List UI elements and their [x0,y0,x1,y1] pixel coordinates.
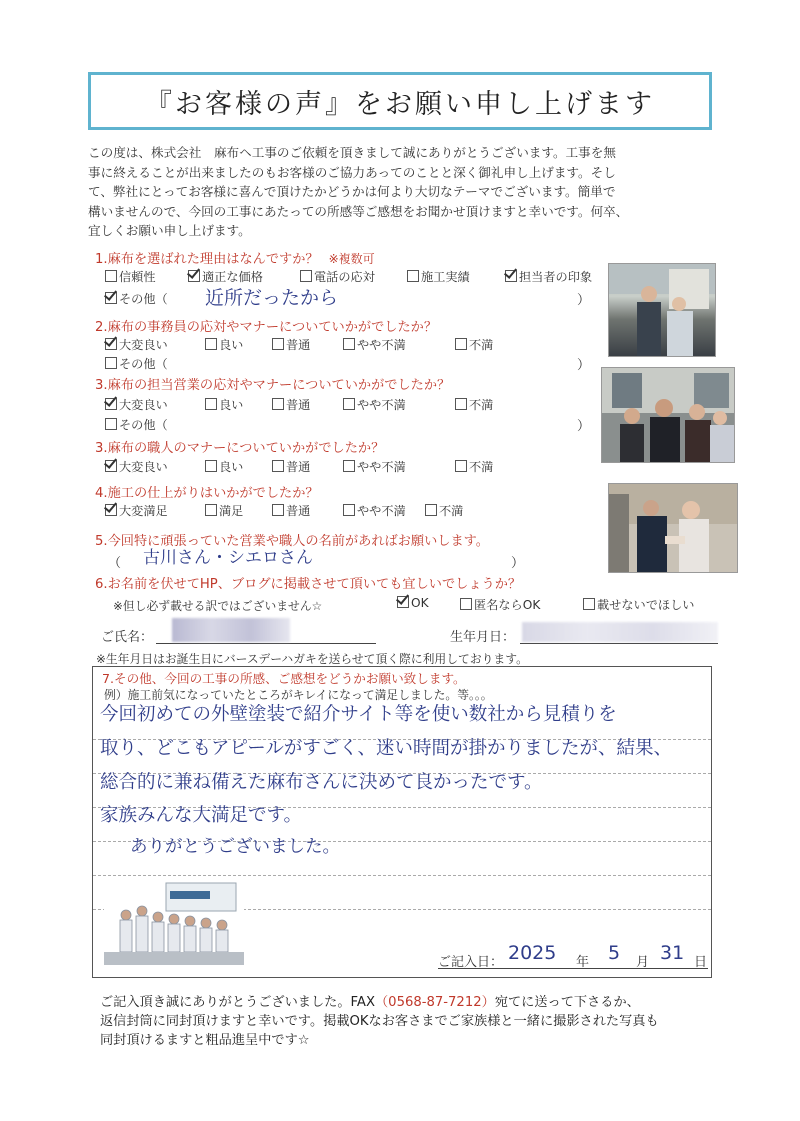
name-label: ご氏名： [101,630,154,645]
checkbox-icon[interactable] [343,398,355,410]
checkbox-checked-icon[interactable] [105,504,117,516]
q4-option[interactable]: 満足 [205,502,243,519]
birth-note: ※生年月日はお誕生日にバースデーハガキを送らせて頂く際に利用しております。 [96,652,528,666]
date-day-unit: 日 [694,955,708,970]
checkbox-icon[interactable] [205,504,217,516]
q3b-option[interactable]: 良い [205,458,243,475]
intro-line: 宜しくお願い申し上げます。 [88,223,251,238]
customer-photo-1 [608,263,716,357]
q4-option[interactable]: 不満 [425,502,463,519]
comment-line: 家族みんな大満足です。 [100,805,303,826]
checkbox-icon[interactable] [272,460,284,472]
q3-other-close: ） [577,419,591,434]
footer-line1-a: ご記入頂き誠にありがとうございました。FAX [100,995,375,1010]
checkbox-icon[interactable] [272,504,284,516]
q3-option[interactable]: 不満 [455,396,493,413]
checkbox-icon[interactable] [105,270,117,282]
comment-line: 取り、どこもアピールがすごく、迷い時間が掛かりましたが、結果、 [100,738,673,759]
q4-option[interactable]: 普通 [272,502,310,519]
date-day[interactable]: 31 [660,942,685,964]
q3b-option[interactable]: 不満 [455,458,493,475]
q3-option[interactable]: 良い [205,396,243,413]
name-field-line [156,643,376,644]
question-2: 2.麻布の事務員の応対やマナーについていかがでしたか？ [95,320,438,335]
title-box [88,72,712,130]
date-month[interactable]: 5 [608,942,621,964]
q2-other-close: ） [577,358,591,373]
q7-example: 例）施工前気になっていたところがキレイになって満足しました。等。。。 [104,688,493,702]
checkbox-icon[interactable] [455,460,467,472]
q5-close: ） [511,556,525,571]
checkbox-icon[interactable] [205,338,217,350]
q2-option[interactable]: 普通 [272,336,310,353]
q3b-option[interactable]: 大変良い [105,458,168,475]
checkbox-icon[interactable] [455,398,467,410]
customer-photo-3-image [609,484,737,572]
footer-line1-b: 宛てに送って下さるか、 [494,995,640,1010]
intro-text [88,143,718,241]
comment-line: 今回初めての外壁塗装で紹介サイト等を使い数社から見積りを [100,704,617,725]
customer-photo-1-image [609,264,715,356]
q3b-option[interactable]: 普通 [272,458,310,475]
birth-label: 生年月日： [450,630,516,645]
checkbox-checked-icon[interactable] [397,596,409,608]
question-3: 3.麻布の担当営業の応対やマナーについていかがでしたか？ [95,378,451,393]
checkbox-icon[interactable] [407,270,419,282]
q2-option[interactable]: 良い [205,336,243,353]
intro-line: て、弊社にとってお客様に喜んで頂けたかどうかは何より大切なテーマでございます。簡単で [88,184,616,199]
checkbox-icon[interactable] [105,418,117,430]
q5-staff-names[interactable]: 古川さん・シエロさん [143,548,313,568]
footer-text [100,993,780,1050]
checkbox-checked-icon[interactable] [105,460,117,472]
intro-line: 事に終えることが出来ましたのもお客様のご協力あってのことと深く御礼申し上げます。そし [88,164,616,180]
checkbox-icon[interactable] [583,598,595,610]
checkbox-icon[interactable] [272,398,284,410]
question-4: 4.施工の仕上がりはいかがでしたか？ [95,486,319,501]
q3-option[interactable]: やや不満 [343,396,406,413]
question-3b: 3.麻布の職人のマナーについていかがでしたか？ [95,441,385,456]
checkbox-icon[interactable] [460,598,472,610]
fax-number: （0568-87-7212） [375,995,495,1010]
birth-redacted [522,622,718,642]
q2-other[interactable]: その他（ [105,355,168,372]
question-1: 1.麻布を選ばれた理由はなんですか？ ※複数可 [95,252,375,267]
intro-line: この度は、株式会社 麻布ヘ工事のご依頼を頂きまして誠にありがとうございます。工事を無 [88,145,616,160]
q2-option[interactable]: 大変良い [105,336,168,353]
q6-option[interactable]: 載せないでほしい [583,596,695,613]
checkbox-icon[interactable] [425,504,437,516]
date-line [438,968,708,969]
q4-option[interactable]: 大変満足 [105,502,168,519]
birth-field-line [520,643,718,644]
q6-note: ※但し必ず載せる訳ではございません☆ [113,599,323,613]
comment-line: ありがとうございました。 [130,837,340,857]
checkbox-icon[interactable] [455,338,467,350]
comment-rule [93,875,711,876]
footer-line3: 同封頂けるますと粗品進呈中です☆ [100,1033,310,1048]
checkbox-icon[interactable] [272,338,284,350]
checkbox-icon[interactable] [205,460,217,472]
checkbox-icon[interactable] [343,460,355,472]
q3-option[interactable]: 大変良い [105,396,168,413]
q1-option[interactable]: 信頼性 [105,268,156,285]
checkbox-icon[interactable] [300,270,312,282]
q6-option[interactable]: OK [397,596,429,610]
date-year-unit: 年 [576,955,590,970]
staff-group-photo [104,877,244,965]
q1-option[interactable]: 施工実績 [407,268,470,285]
checkbox-checked-icon[interactable] [188,270,200,282]
staff-group-photo-image [104,877,244,965]
checkbox-checked-icon[interactable] [105,292,117,304]
q1-other-value[interactable]: 近所だったから [205,287,339,309]
q1-other[interactable]: その他（ [105,290,168,307]
checkbox-icon[interactable] [343,338,355,350]
checkbox-checked-icon[interactable] [505,270,517,282]
question-7: 7.その他、今回の工事の所感、ご感想をどうかお願い致します。 [102,671,466,686]
date-year[interactable]: 2025 [508,942,557,964]
customer-photo-2-image [602,368,734,462]
q1-option[interactable]: 電話の応対 [300,268,375,285]
comment-line: 総合的に兼ね備えた麻布さんに決めて良かったです。 [100,772,543,793]
checkbox-checked-icon[interactable] [105,398,117,410]
q1-other-close: ） [577,293,591,308]
checkbox-checked-icon[interactable] [105,338,117,350]
question-1-note: ※複数可 [328,252,375,266]
date-label: ご記入日： [438,955,504,970]
customer-photo-3 [608,483,738,573]
checkbox-icon[interactable] [343,504,355,516]
q3-option[interactable]: 普通 [272,396,310,413]
question-5: 5.今回特に頑張っていた営業や職人の名前があればお願いします。 [95,534,489,549]
q1-option[interactable]: 適正な価格 [188,268,263,285]
footer-line2: 返信封筒に同封頂けますと幸いです。掲載OKなお客さまでご家族様と一緒に撮影された写真も [100,1014,659,1029]
q3-other[interactable]: その他（ [105,416,168,433]
intro-line: 構いませんので、今回の工事にあたっての所感等ご感想をお聞かせ頂けますと幸いです。何卒、 [88,203,629,219]
q4-option[interactable]: やや不満 [343,502,406,519]
q3b-option[interactable]: やや不満 [343,458,406,475]
q5-open: （ [108,556,122,571]
customer-photo-2 [601,367,735,463]
page-title: 『お客様の声』をお願い申し上げます [145,88,655,120]
q6-option[interactable]: 匿名ならOK [460,596,540,613]
name-redacted [172,618,290,642]
question-6: 6.お名前を伏せてHP、ブログに掲載させて頂いても宜しいでしょうか？ [95,577,522,592]
q2-option[interactable]: 不満 [455,336,493,353]
q1-option[interactable]: 担当者の印象 [505,268,592,285]
date-month-unit: 月 [636,955,650,970]
checkbox-icon[interactable] [205,398,217,410]
q2-option[interactable]: やや不満 [343,336,406,353]
checkbox-icon[interactable] [105,357,117,369]
